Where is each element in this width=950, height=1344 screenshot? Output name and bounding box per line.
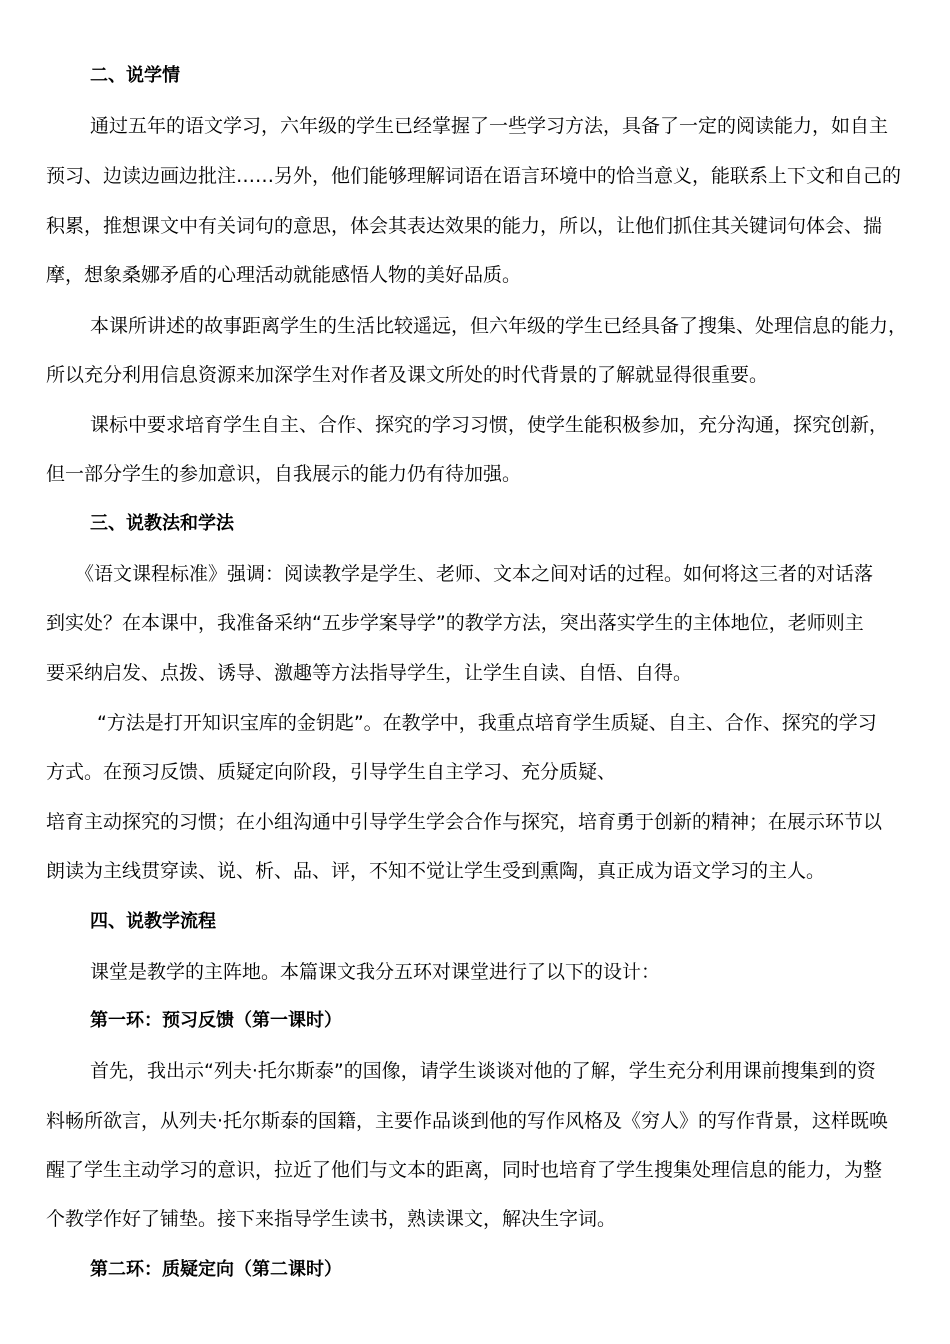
paragraph-line: 到实处？在本课中，我准备采纳“五步学案导学”的教学方法，突出落实学生的主体地位，老师则主 <box>46 612 864 634</box>
paragraph-line: 摩，想象桑娜矛盾的心理活动就能感悟人物的美好品质。 <box>46 264 522 286</box>
paragraph-line: 醒了学生主动学习的意识，拉近了他们与文本的距离，同时也培育了学生搜集处理信息的能力，为整 <box>46 1159 883 1181</box>
paragraph-line: 料畅所欲言，从列夫·托尔斯泰的国籍，主要作品谈到他的写作风格及《穷人》的写作背景，这样既唤 <box>46 1110 889 1132</box>
section-heading-student-analysis: 二、说学情 <box>90 65 180 86</box>
paragraph-line: 预习、边读边画边批注……另外，他们能够理解词语在语言环境中的恰当意义，能联系上下文和自己的 <box>46 165 902 187</box>
section-heading-teaching-methods: 三、说教法和学法 <box>90 513 234 534</box>
paragraph-line: 课堂是教学的主阵地。本篇课文我分五环对课堂进行了以下的设计： <box>90 961 661 983</box>
paragraph-line: 培育主动探究的习惯；在小组沟通中引导学生学会合作与探究，培育勇于创新的精神；在展示环节以 <box>46 811 883 833</box>
subheading-step-two: 第二环：质疑定向（第二课时） <box>90 1259 342 1280</box>
paragraph-line: 积累，推想课文中有关词句的意思，体会其表达效果的能力，所以，让他们抓住其关键词句体会、揣 <box>46 215 883 237</box>
paragraph-line: 方式。在预习反馈、质疑定向阶段，引导学生自主学习、充分质疑、 <box>46 761 617 783</box>
subheading-step-one: 第一环：预习反馈（第一课时） <box>90 1010 342 1031</box>
paragraph-line: 通过五年的语文学习，六年级的学生已经掌握了一些学习方法，具备了一定的阅读能力，如自主 <box>90 115 889 137</box>
paragraph-line: “方法是打开知识宝库的金钥匙”。在教学中，我重点培育学生质疑、自主、合作、探究的学习 <box>97 712 877 734</box>
paragraph-line: 但一部分学生的参加意识，自我展示的能力仍有待加强。 <box>46 463 522 485</box>
paragraph-line: 首先，我出示“列夫·托尔斯泰”的国像，请学生谈谈对他的了解，学生充分利用课前搜集到的资 <box>90 1060 876 1082</box>
paragraph-line: 本课所讲述的故事距离学生的生活比较遥远，但六年级的学生已经具备了搜集、处理信息的能力， <box>90 315 908 337</box>
paragraph-line: 课标中要求培育学生自主、合作、探究的学习习惯，使学生能积极参加，充分沟通，探究创新， <box>90 414 889 436</box>
paragraph-line: 《语文课程标准》强调：阅读教学是学生、老师、文本之间对话的过程。如何将这三者的对话落 <box>75 563 874 585</box>
section-heading-teaching-process: 四、说教学流程 <box>90 911 216 932</box>
paragraph-line: 朗读为主线贯穿读、说、析、品、评，不知不觉让学生受到熏陶，真正成为语文学习的主人。 <box>46 860 826 882</box>
paragraph-line: 个教学作好了铺垫。接下来指导学生读书，熟读课文，解决生字词。 <box>46 1208 617 1230</box>
paragraph-line: 所以充分利用信息资源来加深学生对作者及课文所处的时代背景的了解就显得很重要。 <box>46 364 769 386</box>
paragraph-line: 要采纳启发、点拨、诱导、激趣等方法指导学生，让学生自读、自悟、自得。 <box>46 662 693 684</box>
